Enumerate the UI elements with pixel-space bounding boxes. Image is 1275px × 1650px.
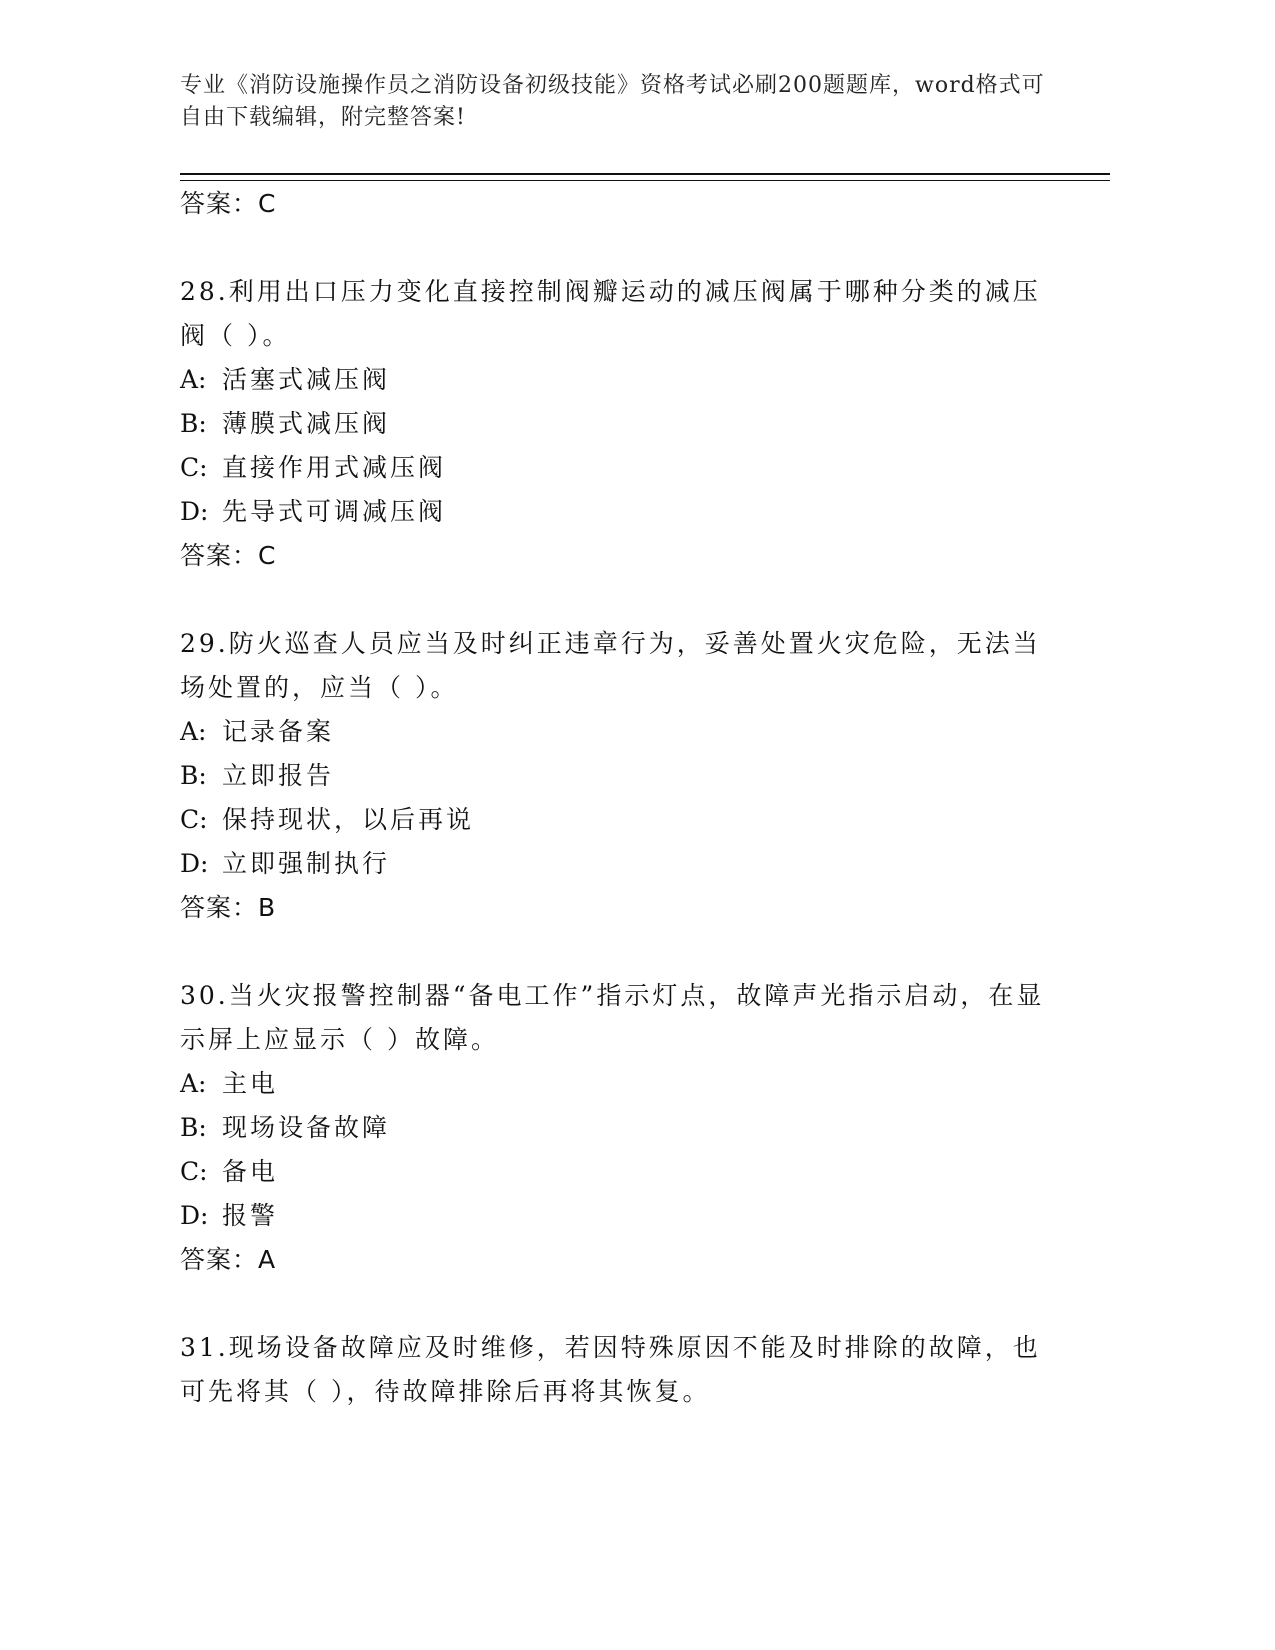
option-c <box>180 798 1060 842</box>
option-letter: D: <box>180 849 209 878</box>
option-b <box>180 754 1060 798</box>
option-text: 立即强制执行 <box>222 849 391 878</box>
option-text: 记录备案 <box>222 717 335 746</box>
answer-line: 答案：C <box>180 541 277 570</box>
option-letter: B: <box>180 761 207 790</box>
option-d <box>180 490 1060 534</box>
option-letter: D: <box>180 497 209 526</box>
question-stem: 29.防火巡查人员应当及时纠正违章行为，妥善处置火灾危险，无法当场处置的，应当（ ）。 <box>180 629 1041 702</box>
option-letter: A: <box>180 717 207 746</box>
option-c <box>180 1150 1060 1194</box>
option-text: 报警 <box>222 1201 279 1230</box>
option-d <box>180 1194 1060 1238</box>
header-rule-thick <box>180 173 1110 175</box>
option-text: 薄膜式减压阀 <box>222 409 391 438</box>
question-stem: 30.当火灾报警控制器“备电工作”指示灯点，故障声光指示启动，在显示屏上应显示（ ）故障。 <box>180 981 1045 1054</box>
option-text: 立即报告 <box>222 761 335 790</box>
option-letter: B: <box>180 1113 207 1142</box>
question-30 <box>180 974 1060 1282</box>
question-29 <box>180 622 1060 930</box>
question-list <box>180 182 1060 1414</box>
option-text: 先导式可调减压阀 <box>222 497 447 526</box>
question-stem: 28.利用出口压力变化直接控制阀瓣运动的减压阀属于哪种分类的减压阀（ ）。 <box>180 277 1041 350</box>
option-text: 主电 <box>222 1069 279 1098</box>
option-text: 现场设备故障 <box>222 1113 391 1142</box>
option-a <box>180 1062 1060 1106</box>
option-letter: A: <box>180 1069 207 1098</box>
option-text: 备电 <box>222 1157 279 1186</box>
option-d <box>180 842 1060 886</box>
option-letter: C: <box>180 453 208 482</box>
option-a <box>180 358 1060 402</box>
question-stem: 31.现场设备故障应及时维修，若因特殊原因不能及时排除的故障，也可先将其（ ），待故障排除后再将其恢复。 <box>180 1333 1041 1406</box>
question-28 <box>180 270 1060 578</box>
option-b <box>180 402 1060 446</box>
option-text: 保持现状，以后再说 <box>222 805 475 834</box>
option-c <box>180 446 1060 490</box>
answer-line: 答案：B <box>180 893 277 922</box>
page-header: 专业《消防设施操作员之消防设备初级技能》资格考试必刷200题题库，word格式可自由下载编辑，附完整答案! <box>180 73 1045 130</box>
option-text: 直接作用式减压阀 <box>222 453 447 482</box>
header-rule-thin <box>180 180 1110 181</box>
option-letter: B: <box>180 409 207 438</box>
option-a <box>180 710 1060 754</box>
option-b <box>180 1106 1060 1150</box>
option-text: 活塞式减压阀 <box>222 365 391 394</box>
answer-line: 答案：A <box>180 1245 277 1274</box>
previous-answer: 答案：C <box>180 189 277 218</box>
option-letter: D: <box>180 1201 209 1230</box>
option-letter: C: <box>180 805 208 834</box>
question-31 <box>180 1326 1060 1414</box>
option-letter: A: <box>180 365 207 394</box>
option-letter: C: <box>180 1157 208 1186</box>
